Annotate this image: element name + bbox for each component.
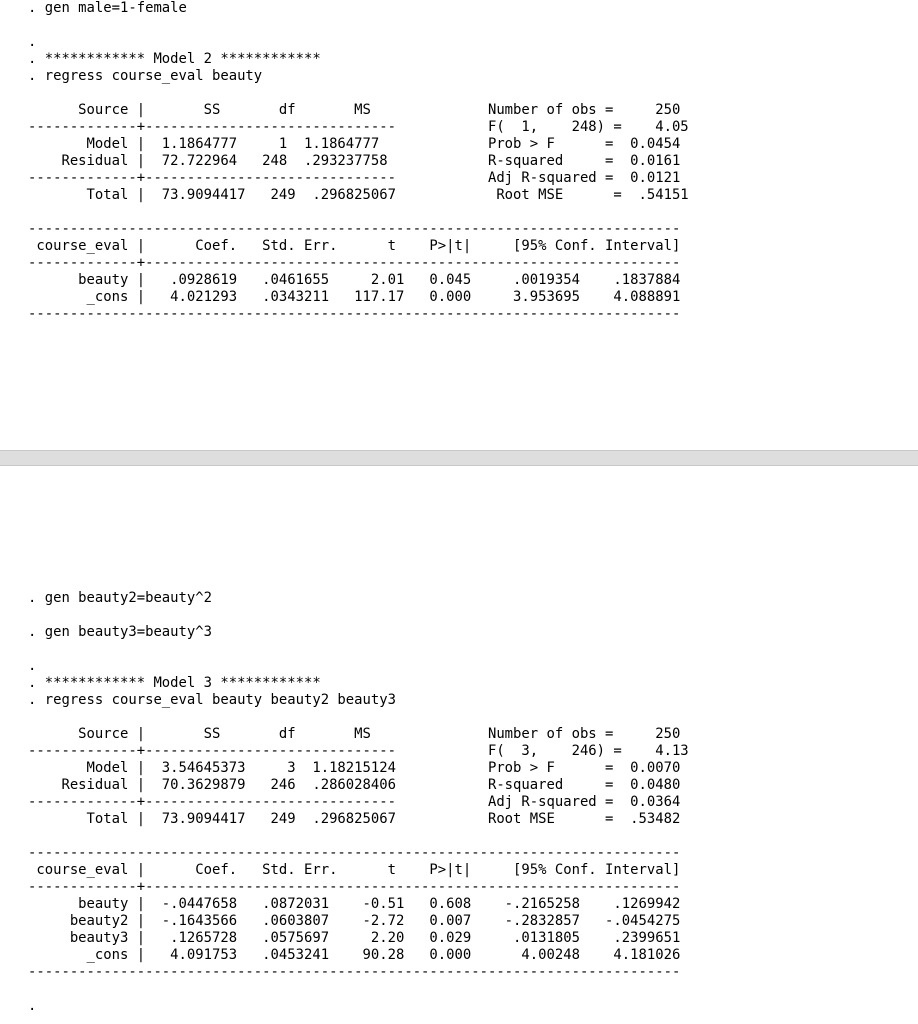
command-regress-model-2: . regress course_eval beauty bbox=[28, 68, 263, 84]
anova-separator: -------------+------------------------------ Adj R-squared = 0.0121 bbox=[28, 170, 681, 186]
command-gen-male: . gen male=1-female bbox=[28, 0, 187, 16]
coef-table-rule: ------------------------------------------------------------------------------ bbox=[28, 964, 681, 980]
pane-splitter[interactable] bbox=[0, 450, 918, 466]
coef-table-header: course_eval | Coef. Std. Err. t P>|t| [95% Conf. Interval] bbox=[28, 238, 681, 254]
anova-row-residual: Residual | 70.3629879 246 .286028406 R-squared = 0.0480 bbox=[28, 777, 681, 793]
anova-row-residual: Residual | 72.722964 248 .293237758 R-squared = 0.0161 bbox=[28, 153, 681, 169]
anova-header: Source | SS df MS Number of obs = 250 bbox=[28, 102, 681, 118]
anova-separator: -------------+------------------------------ F( 1, 248) = 4.05 bbox=[28, 119, 689, 135]
anova-row-model: Model | 1.1864777 1 1.1864777 Prob > F = 0.0454 bbox=[28, 136, 681, 152]
anova-separator: -------------+------------------------------ Adj R-squared = 0.0364 bbox=[28, 794, 681, 810]
coef-table-header: course_eval | Coef. Std. Err. t P>|t| [95% Conf. Interval] bbox=[28, 862, 681, 878]
comment-model-3: . ************ Model 3 ************ bbox=[28, 675, 321, 691]
coef-row-beauty3: beauty3 | .1265728 .0575697 2.20 0.029 .0131805 .2399651 bbox=[28, 930, 681, 946]
prompt-blank: . bbox=[28, 34, 37, 50]
results-pane-model-3 bbox=[0, 466, 918, 1024]
anova-row-total: Total | 73.9094417 249 .296825067 Root MSE = .54151 bbox=[28, 187, 689, 203]
coef-row-beauty: beauty | -.0447658 .0872031 -0.51 0.608 -.2165258 .1269942 bbox=[28, 896, 681, 912]
coef-row-cons: _cons | 4.091753 .0453241 90.28 0.000 4.00248 4.181026 bbox=[28, 947, 681, 963]
results-pane-model-2 bbox=[0, 0, 918, 450]
coef-table-rule: ------------------------------------------------------------------------------ bbox=[28, 221, 681, 237]
command-gen-beauty3: . gen beauty3=beauty^3 bbox=[28, 624, 212, 640]
coef-table-rule: ------------------------------------------------------------------------------ bbox=[28, 845, 681, 861]
anova-separator: -------------+------------------------------ F( 3, 246) = 4.13 bbox=[28, 743, 689, 759]
comment-model-2: . ************ Model 2 ************ bbox=[28, 51, 321, 67]
coef-table-separator: -------------+---------------------------------------------------------------- bbox=[28, 255, 681, 271]
coef-table-separator: -------------+---------------------------------------------------------------- bbox=[28, 879, 681, 895]
anova-row-total: Total | 73.9094417 249 .296825067 Root MSE = .53482 bbox=[28, 811, 681, 827]
coef-row-beauty: beauty | .0928619 .0461655 2.01 0.045 .0019354 .1837884 bbox=[28, 272, 681, 288]
command-prompt[interactable]: . bbox=[28, 998, 37, 1014]
anova-row-model: Model | 3.54645373 3 1.18215124 Prob > F = 0.0070 bbox=[28, 760, 681, 776]
command-regress-model-3: . regress course_eval beauty beauty2 beauty3 bbox=[28, 692, 396, 708]
coef-table-rule: ------------------------------------------------------------------------------ bbox=[28, 306, 681, 322]
prompt-blank: . bbox=[28, 658, 37, 674]
command-gen-beauty2: . gen beauty2=beauty^2 bbox=[28, 590, 212, 606]
anova-header: Source | SS df MS Number of obs = 250 bbox=[28, 726, 681, 742]
coef-row-beauty2: beauty2 | -.1643566 .0603807 -2.72 0.007 -.2832857 -.0454275 bbox=[28, 913, 681, 929]
coef-row-cons: _cons | 4.021293 .0343211 117.17 0.000 3.953695 4.088891 bbox=[28, 289, 681, 305]
